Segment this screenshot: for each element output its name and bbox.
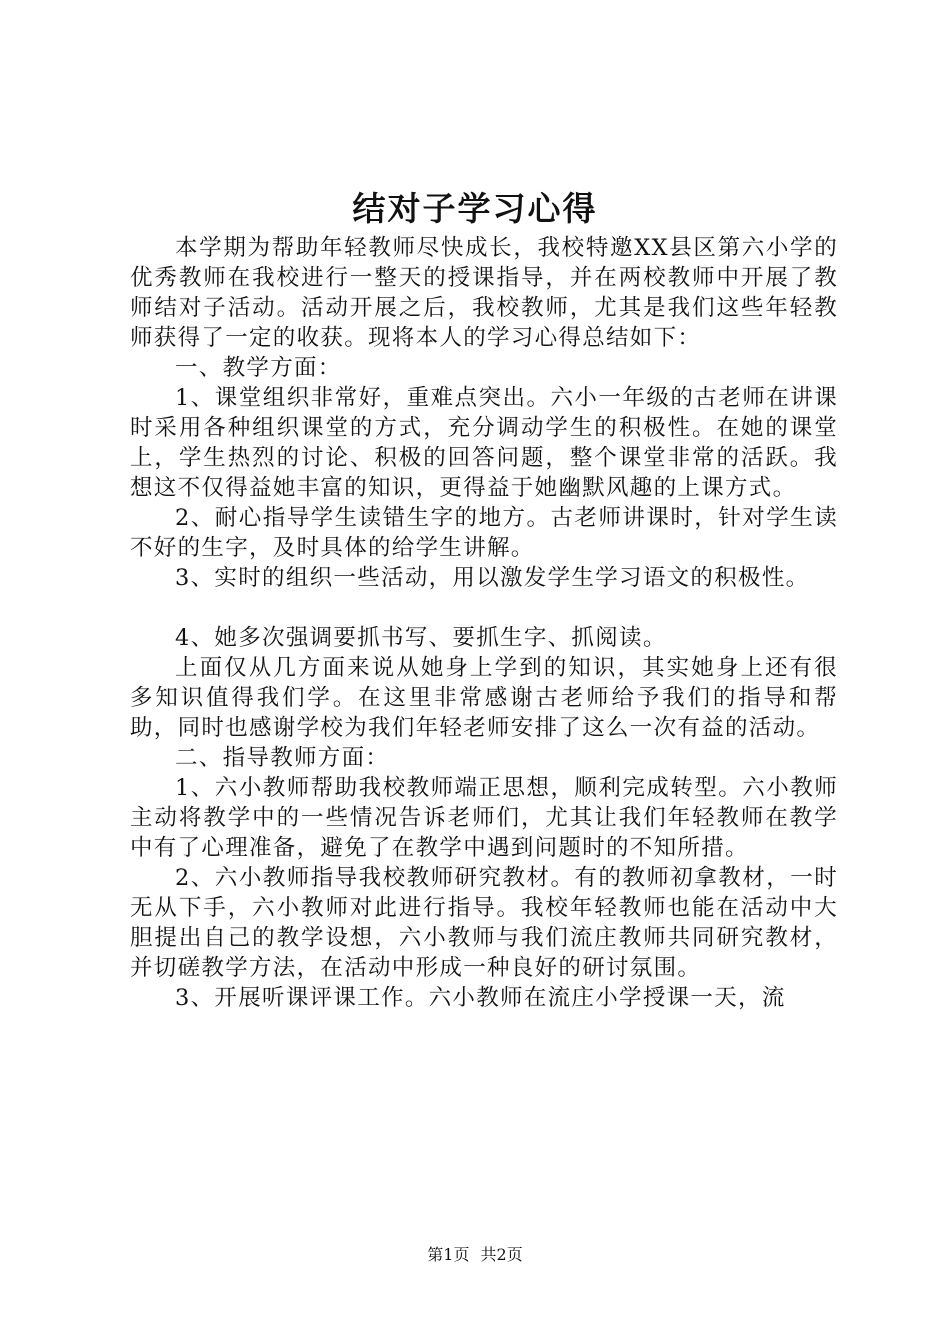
paragraph-teaching-3: 3、实时的组织一些活动，用以激发学生学习语文的积极性。 — [175, 565, 810, 591]
paragraph-mentor-3: 3、开展听课评课工作。六小教师在流庄小学授课一天，流 — [175, 985, 786, 1011]
paragraph-mentor-2: 2、六小教师指导我校教师研究教材。有的教师初拿教材，一时无从下手，六小教师对此进行指导。我校年轻教师也能在活动中大胆提出自己的教学设想，六小教师与我们流庄教师共同研究教材，并切磋教学方法，在活动中形成一种良好的研讨氛围。 — [130, 865, 838, 981]
page-footer — [0, 1243, 950, 1267]
paragraph-summary: 上面仅从几方面来说从她身上学到的知识，其实她身上还有很多知识值得我们学。在这里非常感谢古老师给予我们的指导和帮助，同时也感谢学校为我们年轻老师安排了这么一次有益的活动。 — [130, 655, 838, 741]
paragraph-teaching-1: 1、课堂组织非常好，重难点突出。六小一年级的古老师在讲课时采用各种组织课堂的方式，充分调动学生的积极性。在她的课堂上，学生热烈的讨论、积极的回答问题，整个课堂非常的活跃。我想这不仅得益她丰富的知识，更得益于她幽默风趣的上课方式。 — [130, 385, 838, 501]
document-body — [130, 233, 838, 1013]
paragraph-teaching-4: 4、她多次强调要抓书写、要抓生字、抓阅读。 — [175, 625, 667, 651]
paragraph-mentor-1: 1、六小教师帮助我校教师端正思想，顺利完成转型。六小教师主动将教学中的一些情况告诉老师们，尤其让我们年轻教师在教学中有了心理准备，避免了在教学中遇到问题时的不知所措。 — [130, 775, 838, 861]
paragraph-teaching-2: 2、耐心指导学生读错生字的地方。古老师讲课时，针对学生读不好的生字，及时具体的给学生讲解。 — [130, 505, 838, 561]
section-heading-mentor: 二、指导教师方面： — [175, 745, 390, 771]
page-total: 共2页 — [480, 1245, 523, 1264]
page-number: 第1页 — [427, 1245, 470, 1264]
section-heading-teaching: 一、教学方面： — [175, 355, 342, 381]
paragraph-intro: 本学期为帮助年轻教师尽快成长，我校特邀XX县区第六小学的优秀教师在我校进行一整天的授课指导，并在两校教师中开展了教师结对子活动。活动开展之后，我校教师，尤其是我们这些年轻教师获得了一定的收获。现将本人的学习心得总结如下： — [130, 235, 838, 351]
document-title: 结对子学习心得 — [352, 189, 598, 228]
